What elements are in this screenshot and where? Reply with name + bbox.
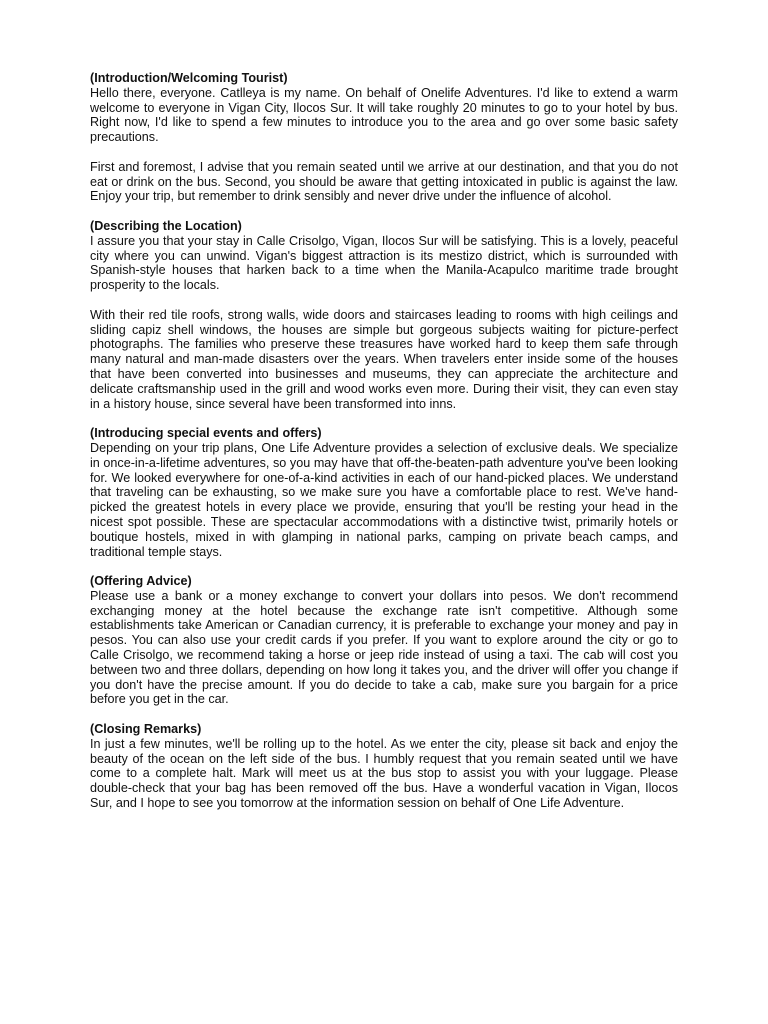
paragraph: Please use a bank or a money exchange to convert your dollars into pesos. We don't recommend exchanging money at the hotel because the exchange rate isn't competitive. Although some establishments take American or Canadian currency, it is preferable to exchange your money and pay in pesos. You can also use your credit cards if you prefer. If you want to explore around the city or go to Calle Crisolgo, we recommend taking a horse or jeep ride instead of using a taxi. The cab will cost you between two and three dollars, depending on how long it takes you, and the driver will offer you change if you don't have the precise amount. If you do decide to take a cab, make sure you bargain for a price before you get in the car.: [90, 588, 678, 707]
paragraph: Depending on your trip plans, One Life Adventure provides a selection of exclusive deals. We specialize in once-in-a-lifetime adventures, so you may have that off-the-beaten-path adventure you've been looking for. We looked everywhere for one-of-a-kind activities in each of our hand-picked places. We understand that traveling can be exhausting, so we make sure you have a comfortable place to rest. We've hand-picked the greatest hotels in every place we provide, ensuring that you'll be resting your head in the nicest spot possible. These are spectacular accommodations with a distinctive twist, primarily hotels or boutique hostels, mixed in with glamping in national parks, camping on private beach camps, and traditional temple stays.: [90, 440, 678, 559]
section-heading: (Closing Remarks): [90, 722, 202, 737]
section-closing-remarks: [90, 722, 678, 811]
section-heading: (Introduction/Welcoming Tourist): [90, 71, 288, 85]
section-offering-advice: [90, 574, 678, 707]
paragraph: I assure you that your stay in Calle Crisolgo, Vigan, Ilocos Sur will be satisfying. This is a lovely, peaceful city where you can unwind. Vigan's biggest attraction is its mestizo district, which is surrounded with Spanish-style houses that harken back to a time when the Manila-Acapulco maritime trade brought prosperity to the locals.: [90, 233, 678, 293]
paragraph: With their red tile roofs, strong walls, wide doors and staircases leading to rooms with high ceilings and sliding capiz shell windows, the houses are simple but gorgeous subjects waiting for picture-perfect photographs. The families who preserve these treasures have worked hard to keep them safe through many natural and man-made disasters over the years. When travelers enter inside some of the houses that have been converted into businesses and museums, they can appreciate the architecture and delicate craftsmanship used in the grill and wood works even more. During their visit, they can even stay in a history house, since several have been transformed into inns.: [90, 307, 678, 411]
section-special-events: [90, 426, 678, 559]
section-describing-location: [90, 219, 678, 411]
document-page: [90, 71, 678, 826]
section-heading: (Introducing special events and offers): [90, 426, 322, 441]
paragraph: First and foremost, I advise that you remain seated until we arrive at our destination, and that you do not eat or drink on the bus. Second, you should be aware that getting intoxicated in public is against the law. Enjoy your trip, but remember to drink sensibly and never drive under the influence of alcohol.: [90, 159, 678, 204]
section-heading: (Offering Advice): [90, 574, 192, 589]
paragraph: Hello there, everyone. Catlleya is my name. On behalf of Onelife Adventures. I'd like to extend a warm welcome to everyone in Vigan City, Ilocos Sur. It will take roughly 20 minutes to go to your hotel by bus. Right now, I'd like to spend a few minutes to introduce you to the area and go over some basic safety precautions.: [90, 85, 678, 145]
paragraph: In just a few minutes, we'll be rolling up to the hotel. As we enter the city, please sit back and enjoy the beauty of the ocean on the left side of the bus. I humbly request that you remain seated until we have come to a complete halt. Mark will meet us at the bus stop to assist you with your luggage. Please double-check that your bag has been removed off the bus. Have a wonderful vacation in Vigan, Ilocos Sur, and I hope to see you tomorrow at the information session on behalf of One Life Adventure.: [90, 736, 678, 811]
section-introduction: [90, 71, 678, 204]
section-heading: (Describing the Location): [90, 218, 242, 233]
